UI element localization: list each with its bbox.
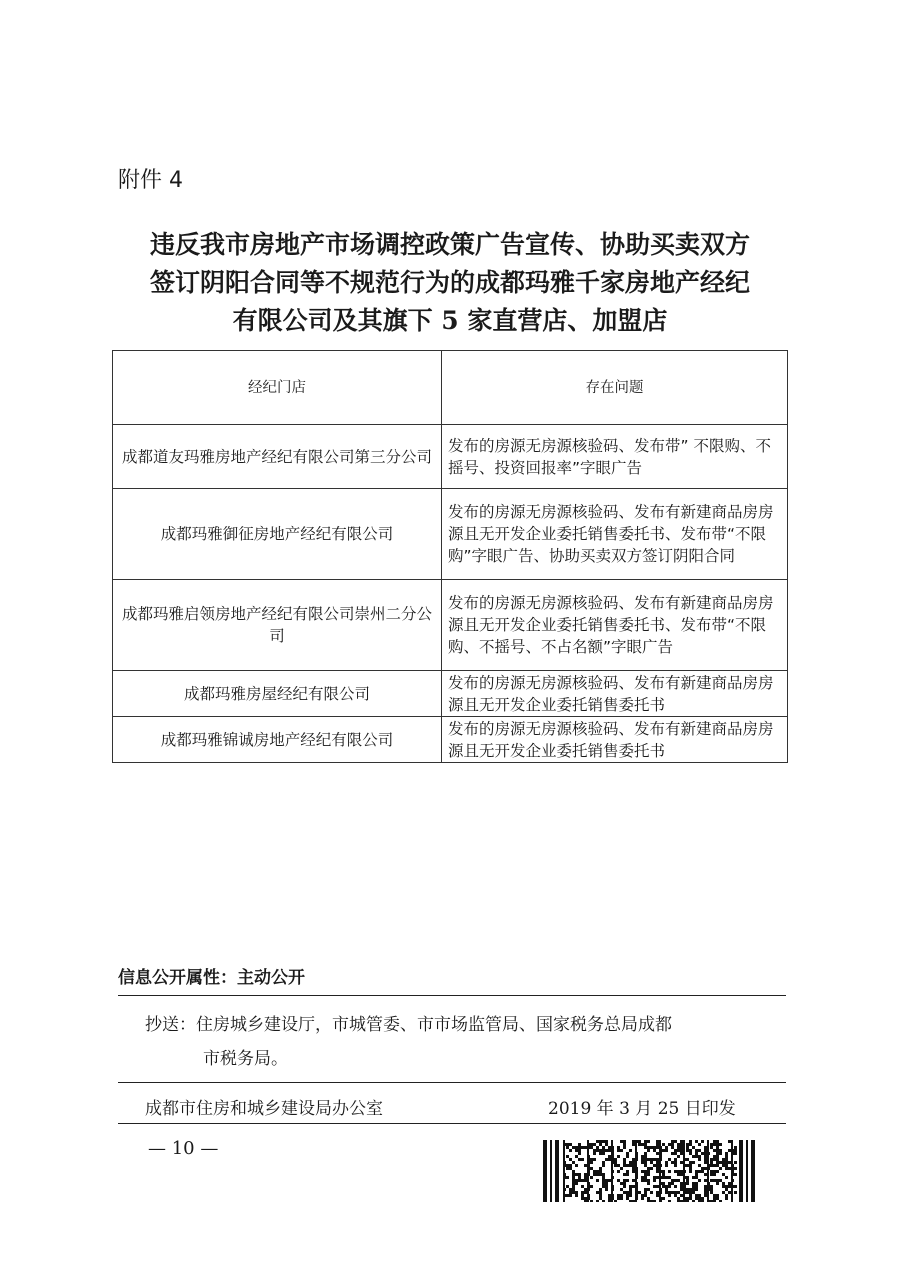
issuing-office: 成都市住房和城乡建设局办公室 [145,1099,383,1119]
violations-table [112,350,788,763]
document-title [100,226,800,340]
cc-recipients [145,1008,790,1076]
title-line-3: 有限公司及其旗下 5 家直营店、加盟店 [232,306,668,335]
issue-cell: 发布的房源无房源核验码、发布有新建商品房房源且无开发企业委托销售委托书、发布带“不限购、不摇号、不占名额”字眼广告 [442,580,788,671]
cc-line-1: 抄送：住房城乡建设厅，市城管委、市市场监管局、国家税务总局成都 [145,1015,672,1035]
issue-cell: 发布的房源无房源核验码、发布带” 不限购、不摇号、投资回报率”字眼广告 [442,425,788,489]
table-row [113,425,788,489]
header-issue: 存在问题 [442,351,788,425]
issue-cell: 发布的房源无房源核验码、发布有新建商品房房源且无开发企业委托销售委托书 [442,671,788,717]
footer-rule-top [118,995,786,996]
footer-rule-bottom [118,1123,786,1124]
cc-line-2: 市税务局。 [203,1049,288,1069]
title-line-2: 签订阴阳合同等不规范行为的成都玛雅千家房地产经纪 [149,268,750,297]
footer-rule-middle [118,1082,786,1083]
store-cell: 成都玛雅御征房地产经纪有限公司 [113,489,442,580]
table-row [113,489,788,580]
store-cell: 成都玛雅房屋经纪有限公司 [113,671,442,717]
table-row [113,580,788,671]
table-header-row [113,351,788,425]
header-store: 经纪门店 [113,351,442,425]
store-cell: 成都道友玛雅房地产经纪有限公司第三分公司 [113,425,442,489]
disclosure-attribute: 信息公开属性：主动公开 [118,968,305,988]
attachment-label: 附件 4 [118,168,183,193]
issue-cell: 发布的房源无房源核验码、发布有新建商品房房源且无开发企业委托销售委托书 [442,717,788,763]
page-number: — 10 — [148,1138,219,1159]
issue-date: 2019 年 3 月 25 日印发 [548,1099,736,1119]
title-line-1: 违反我市房地产市场调控政策广告宣传、协助买卖双方 [149,230,750,259]
table-row [113,717,788,763]
store-cell: 成都玛雅启领房地产经纪有限公司崇州二分公司 [113,580,442,671]
barcode-icon [543,1140,755,1202]
store-cell: 成都玛雅锦诚房地产经纪有限公司 [113,717,442,763]
table-row [113,671,788,717]
issue-cell: 发布的房源无房源核验码、发布有新建商品房房源且无开发企业委托销售委托书、发布带“不限购”字眼广告、协助买卖双方签订阴阳合同 [442,489,788,580]
